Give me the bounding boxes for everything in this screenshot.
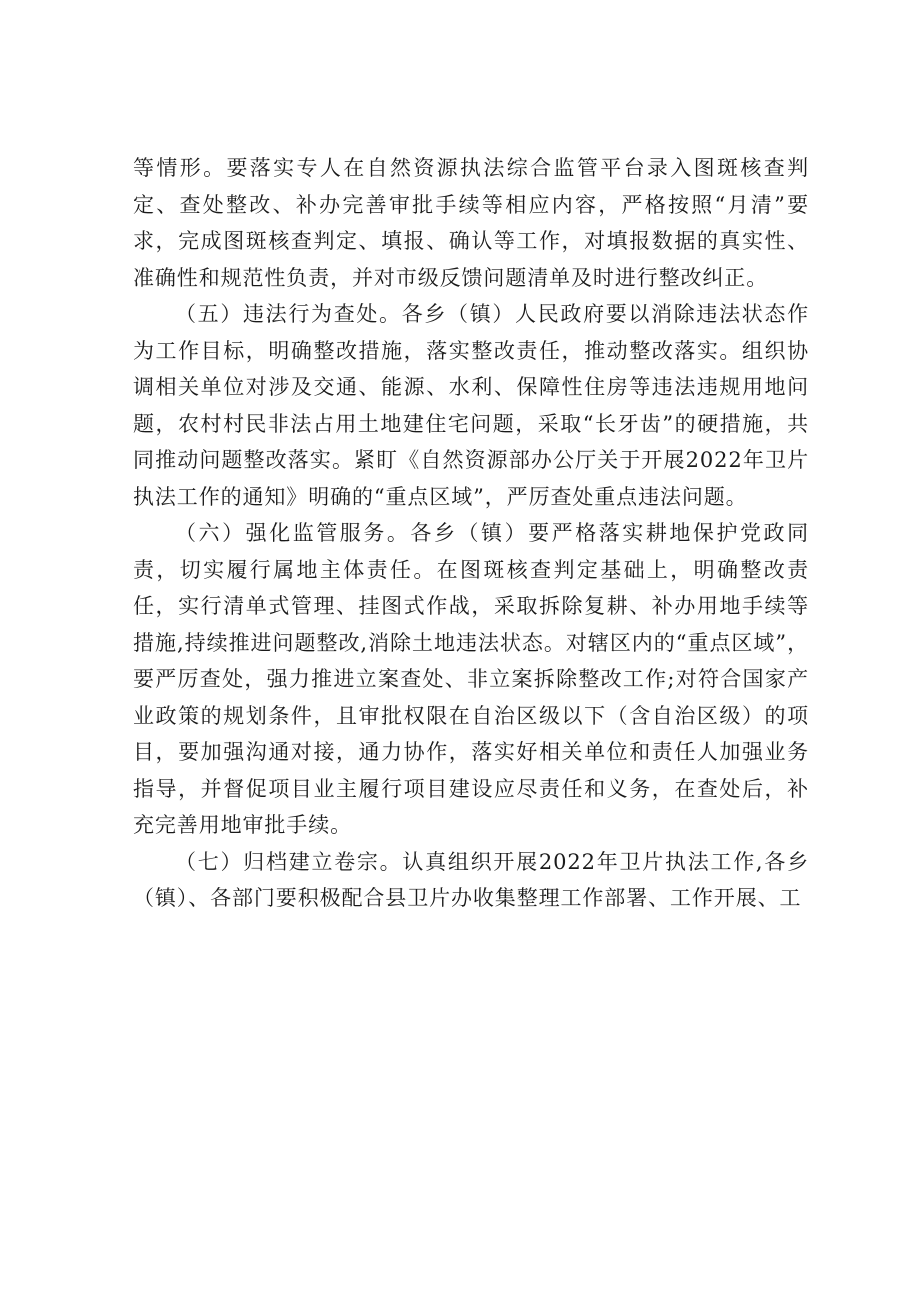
paragraph-section-six: （六）强化监管服务。各乡（镇）要严格落实耕地保护党政同责，切实履行属地主体责任。在图斑核查判定基础上，明确整改责任，实行清单式管理、挂图式作战，采取拆除复耕、补办用地手续等措施,持续推进问题整改,消除土地违法状态。对辖区内的“重点区域”，要严厉查处，强力推进立案查处、非立案拆除整改工作;对符合国家产业政策的规划条件，且审批权限在自治区级以下（含自治区级）的项目，要加强沟通对接，通力协作，落实好相关单位和责任人加强业务指导，并督促项目业主履行项目建设应尽责任和义务，在查处后，补充完善用地审批手续。 (133, 521, 809, 837)
document-body (133, 150, 809, 917)
paragraph-section-seven: （七）归档建立卷宗。认真组织开展2022年卫片执法工作,各乡（镇）、各部门要积极配合县卫片办收集整理工作部署、工作开展、工 (133, 849, 809, 910)
paragraph-section-five: （五）违法行为查处。各乡（镇）人民政府要以消除违法状态作为工作目标，明确整改措施，落实整改责任，推动整改落实。组织协调相关单位对涉及交通、能源、水利、保障性住房等违法违规用地问题，农村村民非法占用土地建住宅问题，采取“长牙齿”的硬措施，共同推动问题整改落实。紧盯《自然资源部办公厅关于开展2022年卫片执法工作的通知》明确的“重点区域”，严厉查处重点违法问题。 (133, 302, 809, 509)
paragraph-continuation: 等情形。要落实专人在自然资源执法综合监管平台录入图斑核查判定、查处整改、补办完善审批手续等相应内容，严格按照“月清”要求，完成图斑核查判定、填报、确认等工作，对填报数据的真实性、准确性和规范性负责，并对市级反馈问题清单及时进行整改纠正。 (133, 156, 809, 290)
